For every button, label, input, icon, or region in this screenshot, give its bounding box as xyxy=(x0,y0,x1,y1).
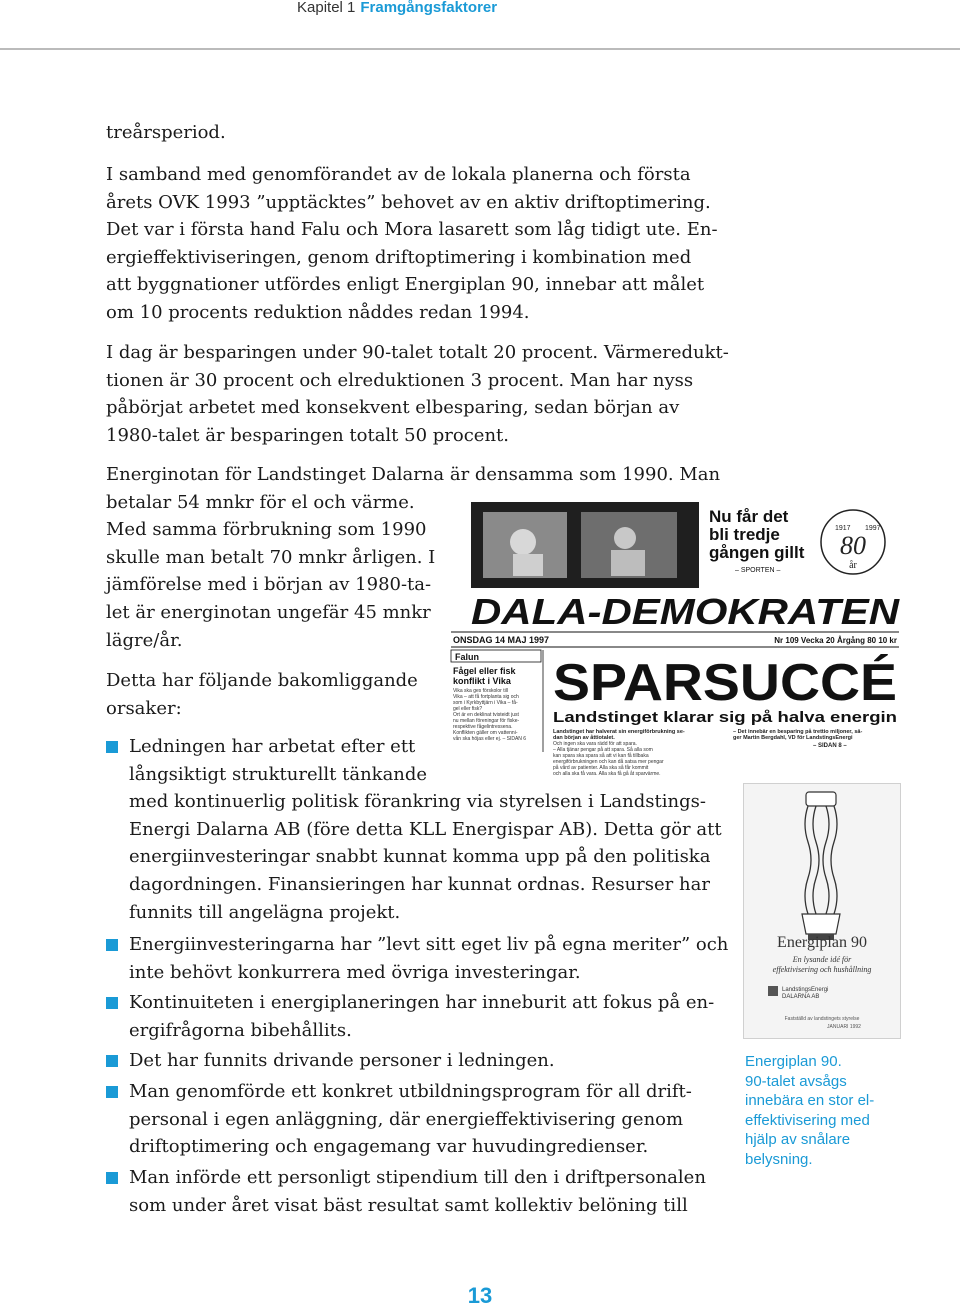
caption-line: effektivisering med xyxy=(745,1111,870,1129)
text-line: treårsperiod. xyxy=(106,122,226,143)
text-line: Med samma förbrukning som 1990 xyxy=(106,519,427,541)
caption-line: Energiplan 90. xyxy=(745,1053,842,1070)
section-label: Framgångsfaktorer xyxy=(360,0,498,16)
logo-line: DALARNA AB xyxy=(782,994,820,1000)
energiplan-poster xyxy=(743,783,901,1039)
badge-year-end: 1997 xyxy=(865,525,881,532)
newspaper-clipping xyxy=(443,490,903,777)
article-col1: kan spara ska spara så att vi kan få tillbaka xyxy=(553,753,649,759)
article-col2: – SIDAN 8 – xyxy=(813,743,847,749)
text-line: 1980-talet är besparingen totalt 50 procent. xyxy=(106,424,510,446)
text-line: driftoptimering och engagemang var huvudingredienser. xyxy=(129,1136,649,1158)
teaser-line: gången gillt xyxy=(709,543,805,562)
text-line: långsiktigt strukturellt tänkande xyxy=(129,763,428,785)
side-title: Fågel eller fisk xyxy=(453,666,516,676)
paragraph-1 xyxy=(106,161,718,327)
header-rule xyxy=(0,48,960,50)
chapter-label: Kapitel 1 xyxy=(297,0,356,16)
article-col2: ger Martin Bergdahl, VD för LandstingsEnergi xyxy=(733,735,853,741)
side-text: Vika ska ges förskolor till xyxy=(453,688,508,694)
article-col1: energiförbrukningen och kan då satsa mer pengar xyxy=(553,759,664,765)
text-line: med kontinuerlig politisk förankring via styrelsen i Landstings- xyxy=(129,791,706,813)
teaser-line: bli tredje xyxy=(709,525,780,544)
bullet-square-icon xyxy=(106,1086,118,1098)
teaser-line: Nu får det xyxy=(709,507,789,526)
text-line: som under året visat bäst resultat samt kollektiv belöning till xyxy=(129,1194,688,1216)
text-line: betalar 54 mnkr för el och värme. xyxy=(106,491,415,513)
text-line: Detta har följande bakomliggande xyxy=(106,670,418,691)
newspaper-svg xyxy=(443,490,903,777)
text-line: skulle man betalt 70 mnkr årligen. I xyxy=(106,546,436,568)
side-text: Vika – att få fortplanta sig och xyxy=(453,694,519,700)
badge-year-start: 1917 xyxy=(835,525,851,532)
page-number: 13 xyxy=(467,1283,493,1308)
poster-footer: Fastställd av landstingets styrelse xyxy=(784,1016,860,1022)
side-text: vån ska höjas eller ej. – SIDAN 6 xyxy=(453,736,527,742)
text-line: att byggnationer utfördes enligt Energiplan 90, innebar att målet xyxy=(106,274,705,296)
text-line: ergieffektiviseringen, genom driftoptimering i kombination med xyxy=(106,246,692,268)
text-line: energiinvesteringar snabbt kunnat komma upp på den politiska xyxy=(129,846,711,868)
masthead: DALA-DEMOKRATEN xyxy=(471,591,901,632)
dd-logo-image xyxy=(471,502,699,588)
paragraph-2 xyxy=(106,339,729,449)
caption-line: hjälp av snålare xyxy=(745,1131,851,1149)
article-col1: och alla ska få vara. Alla ska få gå åt sparvärme. xyxy=(553,771,661,777)
caption-line: 90-talet avsågs xyxy=(745,1072,847,1090)
text-line: Det har funnits drivande personer i ledningen. xyxy=(129,1050,555,1071)
paragraph-0 xyxy=(106,119,226,147)
caption-line: belysning. xyxy=(745,1150,813,1168)
bullet-square-icon xyxy=(106,741,118,753)
subheadline: Landstinget klarar sig på halva energin xyxy=(553,709,897,726)
running-header xyxy=(297,0,497,16)
article-col1: dan början av åttiotalet. xyxy=(553,735,615,741)
article-col1: Landstinget har halverat sin energiförbrukning se- xyxy=(553,729,685,735)
caption-line: innebära en stor el- xyxy=(745,1092,875,1110)
text-line: påbörjat arbetet med konsekvent elbesparing, sedan början av xyxy=(106,397,680,419)
image-caption xyxy=(745,1052,915,1170)
text-line: lägre/år. xyxy=(106,629,183,651)
text-line: personal i egen anläggning, där energieffektivisering genom xyxy=(129,1108,684,1130)
logo-line: LandstingsEnergi xyxy=(782,987,829,993)
text-line: dagordningen. Finansieringen har kunnat ordnas. Resurser har xyxy=(129,873,710,895)
side-text: nu mellan föreningar för fiske- xyxy=(453,718,520,724)
light-bulb-icon xyxy=(802,792,840,940)
text-line: Energi Dalarna AB (före detta KLL Energispar AB). Detta gör att xyxy=(129,818,722,840)
side-title: konflikt i Vika xyxy=(453,676,511,686)
text-line: tionen är 30 procent och elreduktionen 3 procent. Man har nyss xyxy=(106,369,694,391)
bullet-square-icon xyxy=(106,939,118,951)
text-line: om 10 procents reduktion nåddes redan 1994. xyxy=(106,301,530,323)
text-line: orsaker: xyxy=(106,697,182,719)
text-line: let är energinotan ungefär 45 mnkr xyxy=(106,601,431,623)
badge-number: 80 xyxy=(840,531,866,560)
text-line: I dag är besparingen under 90-talet totalt 20 procent. Värmeredukt- xyxy=(106,342,729,363)
poster-footer: JANUARI 1992 xyxy=(827,1024,861,1030)
text-line: Energiinvesteringarna har ”levt sitt eget liv på egna meriter” och xyxy=(129,934,729,955)
side-text: som i Kyrkbyttjärn i Vika – få- xyxy=(453,700,518,706)
text-line: I samband med genomförandet av de lokala planerna och första xyxy=(106,164,691,185)
text-line: Man införde ett personligt stipendium till den i driftpersonalen xyxy=(129,1167,706,1188)
text-line: Energinotan för Landstinget Dalarna är densamma som 1990. Man xyxy=(106,464,721,485)
poster-title: Energiplan 90 xyxy=(777,934,867,951)
article-col1: – Alla tjänar pengar på att spara. Så alla som xyxy=(553,747,653,753)
text-line: ergifrågorna bibehållits. xyxy=(129,1019,352,1041)
text-line: Man genomförde ett konkret utbildningsprogram för all drift- xyxy=(129,1081,692,1102)
anniversary-badge xyxy=(821,510,885,574)
side-text: Ort är en deklinat tvisteidt just xyxy=(453,712,519,718)
poster-svg xyxy=(744,784,900,1038)
text-line: jämförelse med i början av 1980-ta- xyxy=(106,574,432,596)
text-line: Det var i första hand Falu och Mora lasarett som låg tidigt ute. En- xyxy=(106,219,718,241)
text-line: funnits till angelägna projekt. xyxy=(129,901,401,923)
text-line: Kontinuiteten i energiplaneringen har inneburit att fokus på en- xyxy=(129,992,715,1013)
logo-icon xyxy=(768,986,778,996)
bullet-square-icon xyxy=(106,1055,118,1067)
dateline-left: ONSDAG 14 MAJ 1997 xyxy=(453,635,550,645)
badge-suffix: år xyxy=(849,560,857,571)
bullet-square-icon xyxy=(106,997,118,1009)
article-col1: på vård av patienter. Alla ska så får kommit xyxy=(553,765,649,771)
headline: SPARSUCCÉ xyxy=(553,654,897,712)
side-text: Konflikten gäller om vattenni- xyxy=(453,730,518,736)
side-heading: Falun xyxy=(455,652,479,662)
text-line: årets OVK 1993 ”upptäcktes” behovet av en aktiv driftoptimering. xyxy=(106,191,711,213)
text-line: Ledningen har arbetat efter ett xyxy=(129,736,416,757)
side-text: gel eller fisk? xyxy=(453,706,483,712)
poster-tagline: En lysande idé för xyxy=(792,955,852,964)
side-text: respektive fågelintressena. xyxy=(453,724,513,730)
article-col1: Och ingen ska vara rädd för att spara. xyxy=(553,741,637,747)
poster-tagline: effektivisering och hushållning xyxy=(772,965,872,974)
text-line: inte behövt konkurrera med övriga investeringar. xyxy=(129,961,581,983)
paragraph-4 xyxy=(106,667,418,722)
dateline-right: Nr 109 Vecka 20 Årgång 80 10 kr xyxy=(774,636,897,645)
article-col2: – Det innebär en besparing på trettio miljoner, sä- xyxy=(733,729,863,735)
bullet-square-icon xyxy=(106,1172,118,1184)
sports-label: – SPORTEN – xyxy=(735,567,781,574)
